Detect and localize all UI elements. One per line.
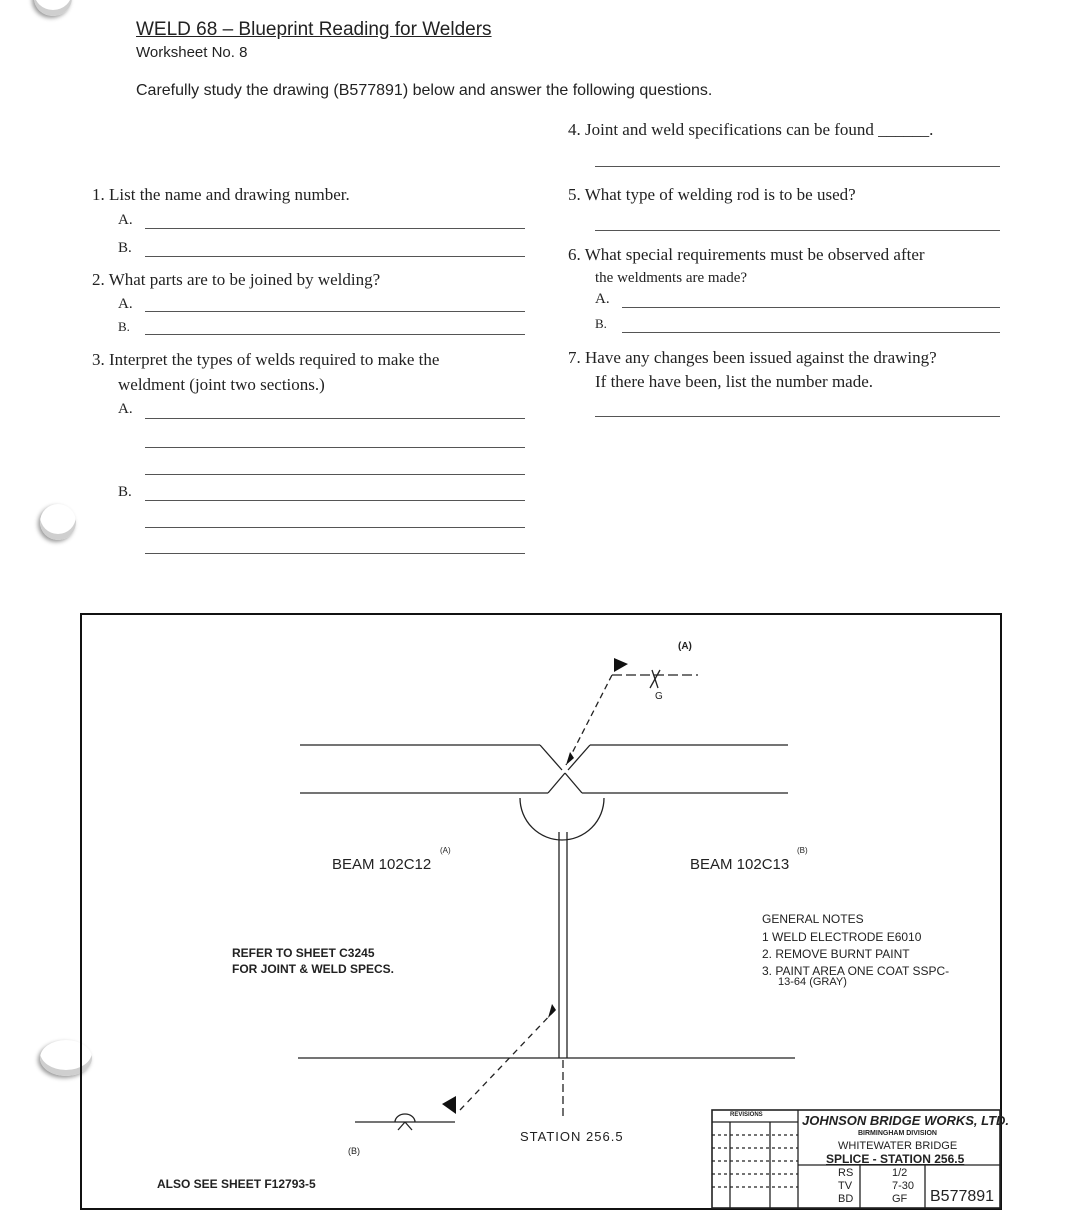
question-4: 4. Joint and weld specifications can be found ______.: [568, 120, 934, 139]
q3-label-a: A.: [118, 401, 133, 417]
refer-note-2: FOR JOINT & WELD SPECS.: [232, 962, 395, 976]
q3-label-b: B.: [118, 484, 132, 500]
question-6-line2: the weldments are made?: [595, 270, 748, 286]
q2-answer-a[interactable]: [145, 311, 525, 312]
callout-b: (B): [348, 1146, 360, 1156]
question-1: 1. List the name and drawing number.: [92, 185, 350, 204]
q2-answer-b[interactable]: [145, 334, 525, 335]
q6-label-b: B.: [595, 316, 607, 331]
q1-answer-b[interactable]: [145, 256, 525, 257]
q3-answer-b-3[interactable]: [145, 553, 525, 554]
weld-symbol-letter: G: [655, 691, 663, 702]
question-5: 5. What type of welding rod is to be used?: [568, 185, 856, 204]
q3-answer-a-1[interactable]: [145, 418, 525, 419]
worksheet-number: Worksheet No. 8: [136, 44, 248, 61]
also-see-note: ALSO SEE SHEET F12793-5: [157, 1177, 316, 1191]
q5-answer[interactable]: [595, 230, 1000, 231]
q3-answer-a-2[interactable]: [145, 447, 525, 448]
q6-answer-a[interactable]: [622, 307, 1000, 308]
q7-answer[interactable]: [595, 416, 1000, 417]
drawn-by: RS: [838, 1167, 854, 1179]
q6-answer-b[interactable]: [622, 332, 1000, 333]
traced-by: BD: [838, 1193, 854, 1205]
beam-b-tag: (B): [797, 846, 808, 855]
beam-a-label: BEAM 102C12: [332, 856, 432, 873]
general-note-3b: 13-64 (GRAY): [778, 976, 847, 988]
question-3-line1: 3. Interpret the types of welds required to make the: [92, 350, 440, 369]
q4-answer[interactable]: [595, 166, 1000, 167]
approved-by: GF: [892, 1193, 908, 1205]
revisions-label: REVISIONS: [730, 1112, 763, 1118]
q1-label-b: B.: [118, 240, 132, 256]
binder-hole-top: [34, 0, 72, 16]
general-note-3: 3. PAINT AREA ONE COAT SSPC-: [762, 964, 950, 978]
refer-note-1: REFER TO SHEET C3245: [232, 946, 375, 960]
q1-answer-a[interactable]: [145, 228, 525, 229]
binder-hole-middle: [40, 504, 76, 540]
instructions: Carefully study the drawing (B577891) below and answer the following questions.: [136, 82, 713, 99]
question-7-line2: If there have been, list the number made.: [595, 372, 874, 391]
q6-label-a: A.: [595, 291, 610, 307]
question-2: 2. What parts are to be joined by welding?: [92, 270, 381, 289]
callout-a: (A): [678, 641, 692, 652]
course-title: WELD 68 – Blueprint Reading for Welders: [136, 19, 492, 40]
q2-label-b: B.: [118, 319, 130, 334]
q3-answer-a-3[interactable]: [145, 474, 525, 475]
q1-label-a: A.: [118, 212, 133, 228]
question-6-line1: 6. What special requirements must be observed after: [568, 245, 925, 264]
q2-label-a: A.: [118, 296, 133, 312]
question-7-line1: 7. Have any changes been issued against the drawing?: [568, 348, 937, 367]
general-note-2: 2. REMOVE BURNT PAINT: [762, 947, 910, 961]
project-name: WHITEWATER BRIDGE: [838, 1140, 958, 1152]
division-name: BIRMINGHAM DIVISION: [858, 1130, 937, 1137]
q3-answer-b-1[interactable]: [145, 500, 525, 501]
date-value: 7-30: [892, 1180, 915, 1192]
drawing-number: B577891: [930, 1188, 995, 1205]
question-3-line2: weldment (joint two sections.): [118, 375, 325, 394]
general-note-1: 1 WELD ELECTRODE E6010: [762, 930, 922, 944]
station-label: STATION 256.5: [520, 1129, 624, 1144]
drawing-subject: SPLICE - STATION 256.5: [826, 1152, 965, 1166]
checked-by: TV: [838, 1180, 853, 1192]
beam-a-tag: (A): [440, 846, 451, 855]
company-name: JOHNSON BRIDGE WORKS, LTD.: [802, 1113, 1010, 1128]
general-notes-title: GENERAL NOTES: [762, 912, 864, 926]
beam-b-label: BEAM 102C13: [690, 856, 790, 873]
scale-value: 1/2: [892, 1167, 908, 1179]
q3-answer-b-2[interactable]: [145, 527, 525, 528]
